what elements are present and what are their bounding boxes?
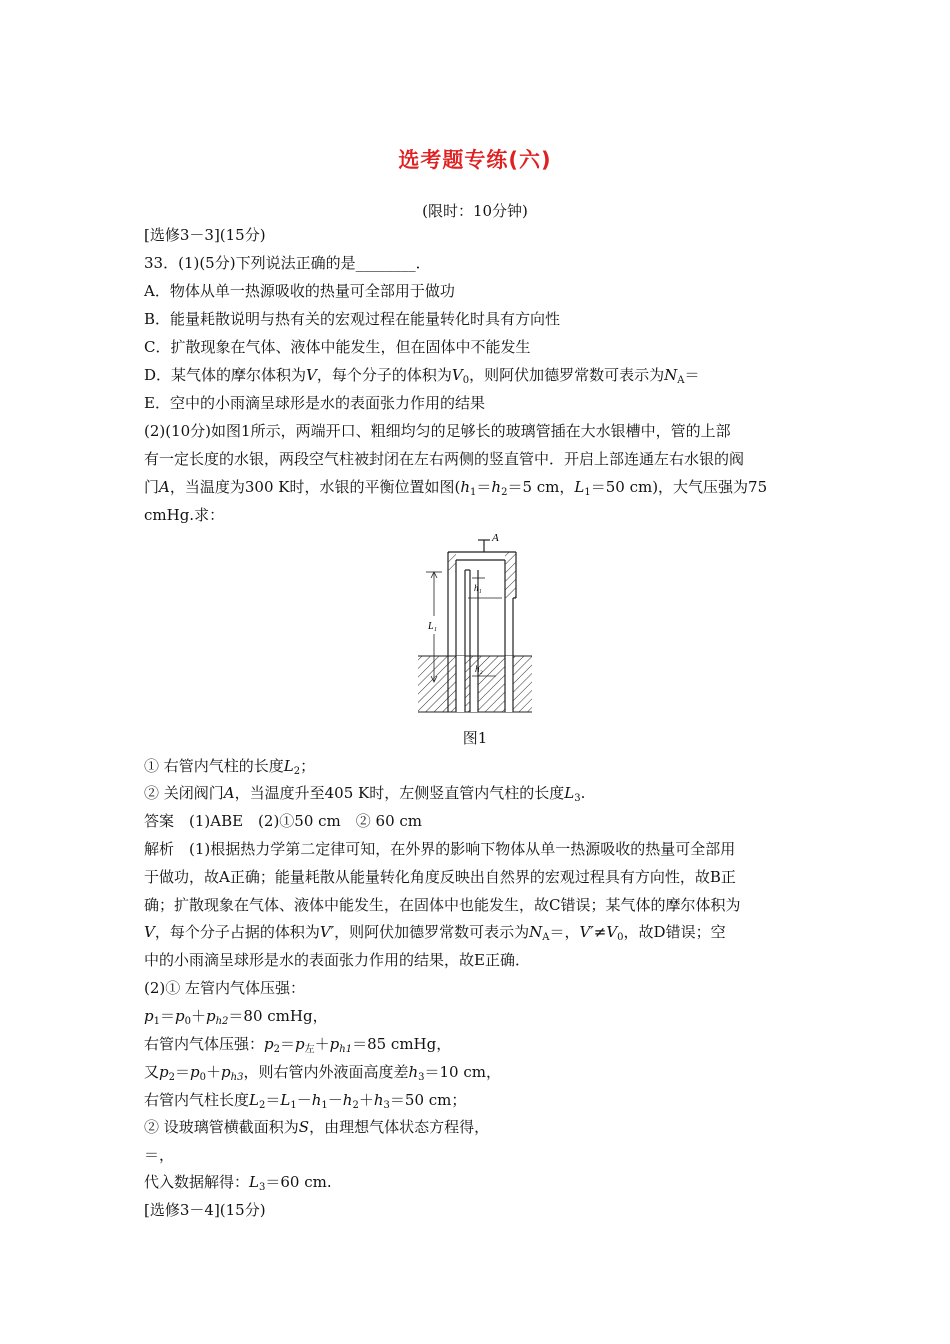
solution-line-4: 又$p_2=p_0+p_{h3}$，则右管内外液面高度差$h_3=10$ cm，	[144, 1063, 501, 1083]
figure-1	[412, 530, 536, 716]
solution-line-6: ② 设玻璃管横截面积为S，由理想气体状态方程得，	[144, 1118, 490, 1136]
answer: 答案 (1)ABE (2)①50 cm ② 60 cm	[144, 812, 423, 830]
option-e: E．空中的小雨滴呈球形是水的表面张力作用的结果	[144, 394, 485, 412]
solution-line-8: 代入数据解得：$L_3=60$ cm.	[144, 1173, 332, 1193]
analysis-line-2: 于做功，故A正确；能量耗散从能量转化角度反映出自然界的宏观过程具有方向性，故B正	[144, 868, 736, 886]
analysis-line-4: V，每个分子占据的体积为V′，则阿伏加德罗常数可表示为$N_A=$，$V'\ne V_0$，故D错误；空	[144, 923, 726, 943]
label-l1: L₁	[428, 621, 438, 632]
valve-a-icon	[478, 540, 490, 552]
analysis-line-3: 确；扩散现象在气体、液体中能发生，在固体中也能发生，故C错误；某气体的摩尔体积为	[144, 896, 741, 914]
option-c: C．扩散现象在气体、液体中能发生，但在固体中不能发生	[144, 338, 531, 356]
analysis-line-5: 中的小雨滴呈球形是水的表面张力作用的结果，故E正确．	[144, 951, 530, 969]
analysis-line-1: 解析 (1)根据热力学第二定律可知，在外界的影响下物体从单一热源吸收的热量可全部用	[144, 840, 736, 858]
label-h2: h₂	[475, 664, 483, 674]
section-header-3-3: [选修3－3](15分)	[144, 226, 266, 244]
sub-question-1: ① 右管内气柱的长度$L_2$；	[144, 757, 316, 777]
sub-question-2: ② 关闭阀门A，当温度升至405 K时，左侧竖直管内气柱的长度$L_3$.	[144, 784, 586, 804]
page-title: 选考题专练(六)	[398, 148, 552, 172]
solution-line-5: 右管内气柱长度$L_2=L_1-h_1-h_2+h_3=50$ cm；	[144, 1091, 467, 1111]
solution-line-7: ＝，	[144, 1146, 175, 1164]
label-a: A	[492, 532, 499, 544]
tube-diagram	[412, 530, 536, 716]
question-2-line-2: 有一定长度的水银，两段空气柱被封闭在左右两侧的竖直管中．开启上部连通左右水银的阀	[144, 450, 745, 468]
solution-line-3: 右管内气体压强：$p_2=p_左+p_{h1}=85$ cmHg，	[144, 1035, 452, 1055]
option-b: B．能量耗散说明与热有关的宏观过程在能量转化时具有方向性	[144, 310, 561, 328]
option-d: D．某气体的摩尔体积为V，每个分子的体积为$V_0$，则阿伏加德罗常数可表示为$N_A=$	[144, 366, 700, 386]
solution-line-1: (2)① 左管内气体压强：	[144, 979, 306, 997]
section-header-3-4: [选修3－4](15分)	[144, 1201, 266, 1219]
time-limit: (限时：10分钟)	[422, 202, 528, 220]
label-h1: h₁	[474, 583, 482, 593]
question-2-line-1: (2)(10分)如图1所示，两端开口、粗细均匀的足够长的玻璃管插在大水银槽中，管的上部	[144, 422, 731, 440]
figure-caption: 图1	[462, 729, 488, 747]
question-2-line-4: cmHg.求：	[144, 506, 225, 524]
question-33-1: 33．(1)(5分)下列说法正确的是________．	[144, 254, 431, 272]
question-2-line-3: 门A，当温度为300 K时，水银的平衡位置如图($h_1=h_2=5$ cm，$L_1=50$ cm)，大气压强为75	[144, 478, 768, 498]
option-a: A．物体从单一热源吸收的热量可全部用于做功	[144, 282, 455, 300]
solution-line-2: $p_1=p_0+p_{h2}=80$ cmHg，	[144, 1007, 328, 1027]
